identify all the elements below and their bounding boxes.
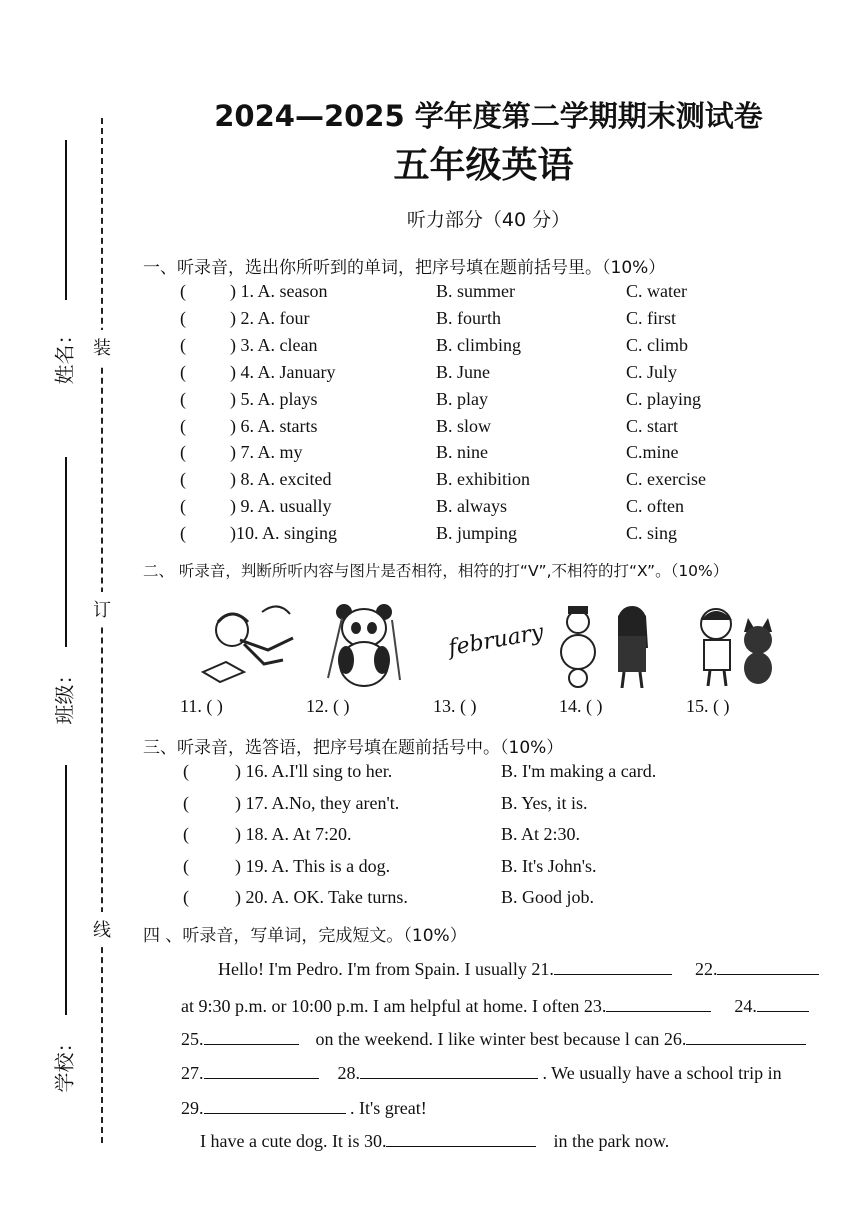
boy-with-cat-icon	[692, 602, 782, 688]
blank-21[interactable]	[554, 958, 672, 975]
blank-30[interactable]	[386, 1130, 536, 1147]
passage-line-2: at 9:30 p.m. or 10:00 p.m. I am helpful at home. I often 23. 24.	[181, 995, 809, 1017]
bind-char-1: 装	[93, 330, 111, 364]
part-heading: 听力部分（40 分）	[406, 209, 571, 231]
exam-subtitle: 五年级英语	[393, 145, 574, 186]
picture-answer-15[interactable]: 15. ( )	[686, 696, 730, 716]
passage-line-4: 27. 28. . We usually have a school trip in	[181, 1063, 782, 1083]
blank-29[interactable]	[204, 1097, 346, 1114]
answer-bracket[interactable]: (	[183, 855, 189, 876]
section4-heading: 四 、听录音，写单词，完成短文。（10%）	[143, 926, 467, 946]
bind-char-2: 订	[93, 592, 111, 626]
answer-bracket[interactable]: (	[180, 415, 186, 436]
answer-bracket[interactable]: (	[180, 496, 186, 517]
school-label: 学校：	[52, 1032, 77, 1093]
blank-22[interactable]	[717, 958, 819, 975]
blank-27[interactable]	[204, 1062, 319, 1079]
blank-23[interactable]	[606, 995, 711, 1012]
blank-25[interactable]	[204, 1028, 299, 1045]
blank-26[interactable]	[686, 1028, 806, 1045]
picture-answer-14[interactable]: 14. ( )	[559, 696, 603, 716]
blank-28[interactable]	[360, 1062, 538, 1079]
section3-heading: 三、听录音，选答语，把序号填在题前括号中。（10%）	[143, 738, 564, 758]
passage-line-5: 29. . It's great!	[181, 1098, 427, 1118]
answer-bracket[interactable]: (	[180, 523, 186, 544]
picture-answer-11[interactable]: 11. ( )	[180, 696, 223, 716]
answer-bracket[interactable]: (	[183, 761, 189, 781]
binding-dash-line	[101, 118, 103, 1143]
picture-answer-13[interactable]: 13. ( )	[433, 696, 477, 716]
passage-line-3: 25. on the weekend. I like winter best because l can 26.	[181, 1028, 806, 1050]
answer-bracket[interactable]: (	[180, 281, 186, 301]
blank-24[interactable]	[757, 995, 809, 1012]
class-label: 班级：	[52, 664, 77, 725]
passage-line-1: Hello! I'm Pedro. I'm from Spain. I usually 21. 22.	[218, 958, 819, 980]
answer-bracket[interactable]: (	[183, 824, 189, 844]
answer-bracket[interactable]: (	[180, 334, 186, 355]
passage-line-6: I have a cute dog. It is 30. in the park now.	[200, 1131, 670, 1151]
exam-title: 2024—2025 学年度第二学期期末测试卷	[214, 99, 763, 133]
answer-bracket[interactable]: (	[180, 361, 186, 382]
school-line	[65, 765, 67, 1015]
girl-reading-icon	[198, 600, 298, 690]
section1-heading: 一、听录音，选出你所听到的单词，把序号填在题前括号里。（10%）	[143, 258, 666, 278]
section2-heading: 二、 听录音，判断所听内容与图片是否相符，相符的打“V”,不相符的打“X”。（10%）	[143, 562, 729, 580]
answer-bracket[interactable]: (	[180, 442, 186, 463]
name-label: 姓名：	[52, 324, 77, 385]
bind-char-3: 线	[93, 912, 111, 946]
answer-bracket[interactable]: (	[180, 469, 186, 490]
snowman-girl-icon	[556, 600, 668, 688]
answer-bracket[interactable]: (	[180, 307, 186, 328]
answer-bracket[interactable]: (	[180, 388, 186, 409]
class-line	[65, 457, 67, 647]
picture-answer-12[interactable]: 12. ( )	[306, 696, 350, 716]
answer-bracket[interactable]: (	[183, 887, 189, 907]
answer-bracket[interactable]: (	[183, 792, 189, 813]
february-text: february	[446, 619, 546, 662]
panda-icon	[322, 598, 407, 690]
